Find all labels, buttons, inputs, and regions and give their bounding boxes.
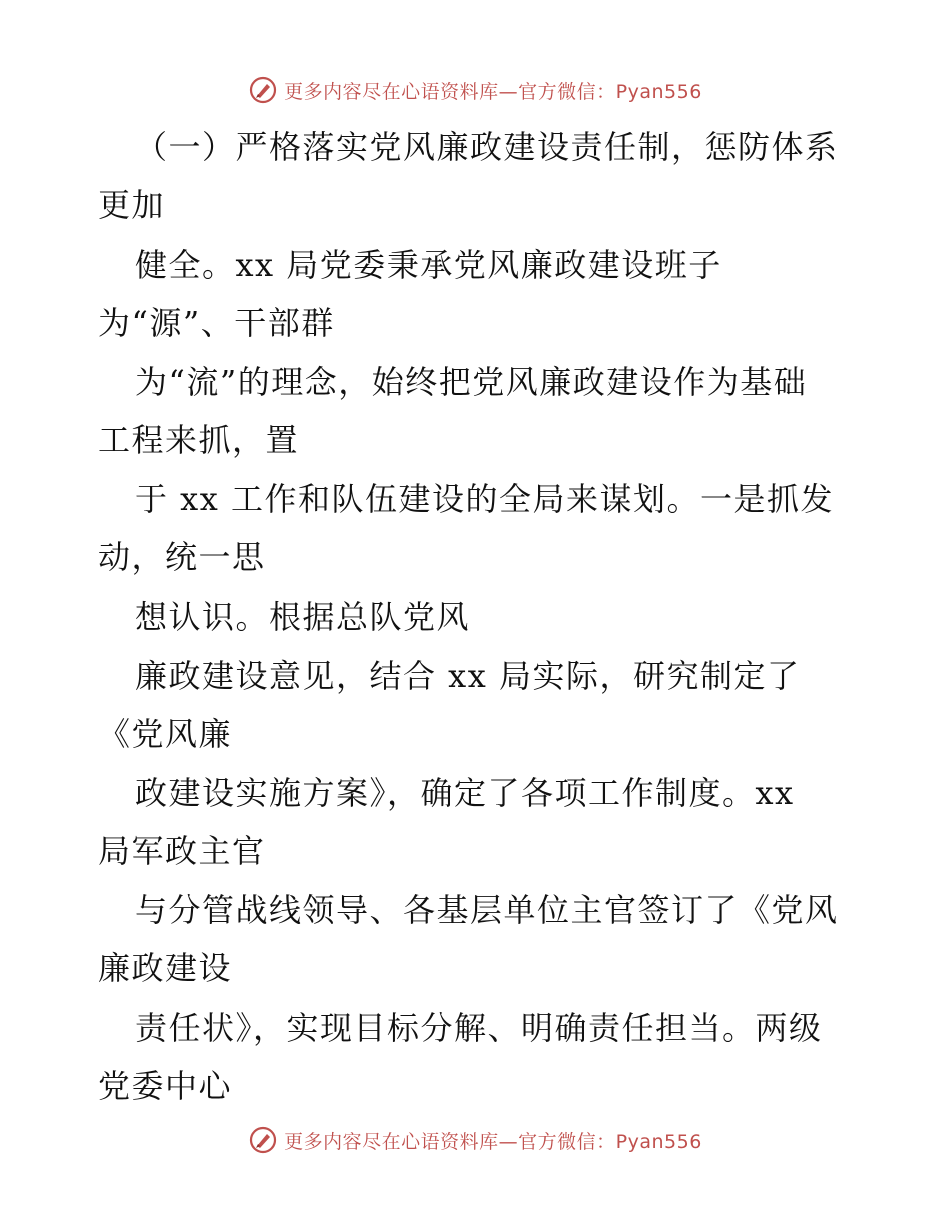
paragraph-line: 想认识。根据总队党风 — [135, 598, 471, 636]
pen-nib-logo-icon — [248, 75, 278, 105]
paragraph-line: 廉政建设意见，结合 xx 局实际，研究制定了 — [135, 657, 801, 695]
paragraph-line: 党委中心 — [98, 1067, 233, 1105]
watermark-text: 更多内容尽在心语资料库—官方微信：Pyan556 — [284, 80, 702, 103]
paragraph-line: 为“流”的理念，始终把党风廉政建设作为基础 — [135, 363, 808, 401]
paragraph-line: 工程来抓，置 — [98, 421, 300, 459]
paragraph-line: 责任状》，实现目标分解、明确责任担当。两级 — [135, 1009, 823, 1047]
paragraph-line: 健全。xx 局党委秉承党风廉政建设班子 — [135, 246, 722, 284]
paragraph-line: 政建设实施方案》，确定了各项工作制度。xx — [135, 774, 795, 812]
pen-nib-logo-icon — [248, 1125, 278, 1155]
footer-watermark — [0, 1120, 950, 1160]
paragraph-line: 廉政建设 — [98, 949, 233, 987]
paragraph-line: 于 xx 工作和队伍建设的全局来谋划。一是抓发 — [135, 480, 834, 518]
paragraph-line: 为“源”、干部群 — [98, 304, 335, 342]
paragraph-line: 局军政主官 — [98, 832, 266, 870]
paragraph-line: 《党风廉 — [98, 715, 233, 753]
paragraph-line: 动，统一思 — [98, 538, 266, 576]
paragraph-line: （一）严格落实党风廉政建设责任制，惩防体系 — [135, 128, 839, 166]
paragraph-line: 更加 — [98, 186, 166, 224]
header-watermark — [0, 70, 950, 110]
paragraph-line: 与分管战线领导、各基层单位主官签订了《党风 — [135, 891, 839, 929]
watermark-text: 更多内容尽在心语资料库—官方微信：Pyan556 — [284, 1130, 702, 1153]
